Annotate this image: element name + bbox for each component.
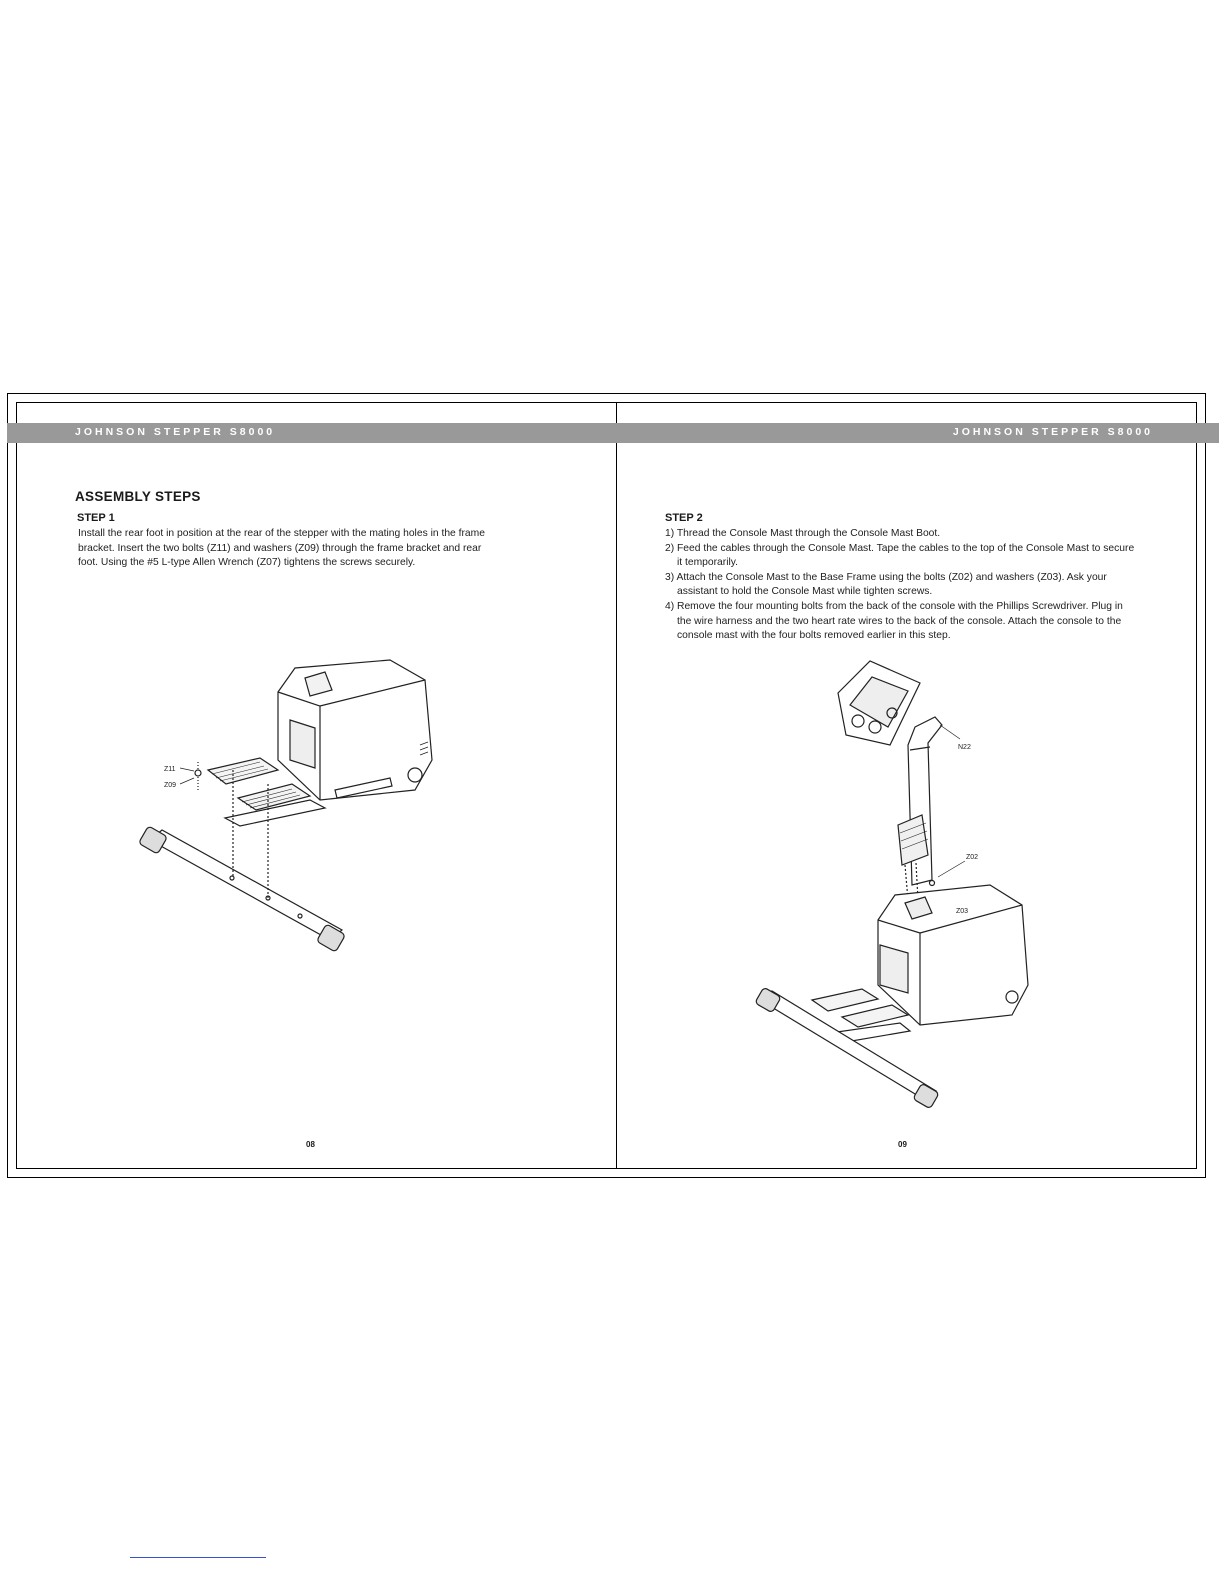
- callout-z02: Z02: [966, 854, 979, 861]
- callout-n22: N22: [958, 744, 971, 751]
- step-2-item: 4) Remove the four mounting bolts from the back of the console with the Phillips Screwdriver. Plug in the wire harness and the two heart rate wires to the back of the console. Attach the console to the console mast with the four bolts removed earlier in this step.: [665, 600, 1123, 642]
- callout-z03: Z03: [956, 908, 969, 915]
- step-1-line: Install the rear foot in position at the rear of the stepper with the mating holes in the frame: [78, 528, 485, 539]
- page-divider: [616, 403, 617, 1168]
- page-heading: ASSEMBLY STEPS: [75, 489, 201, 504]
- step-1-line: bracket. Insert the two bolts (Z11) and washers (Z09) through the frame bracket and rear: [78, 542, 482, 554]
- step-2-diagram: [750, 655, 1040, 1125]
- step-2-item: 2) Feed the cables through the Console Mast. Tape the cables to the top of the Console Mast to secure it temporarily.: [665, 542, 1135, 569]
- step-1-text: [78, 527, 558, 571]
- link-underline: [130, 1557, 266, 1558]
- step-2-item: 1) Thread the Console Mast through the Console Mast Boot.: [665, 528, 941, 539]
- step-1-diagram: [120, 650, 460, 970]
- right-header-title: JOHNSON STEPPER S8000: [952, 426, 1153, 438]
- page-number-left: 08: [306, 1140, 315, 1149]
- step-2-item: 3) Attach the Console Mast to the Base Frame using the bolts (Z02) and washers (Z03). Ask your assistant to hold the Console Mast while tighten screws.: [665, 571, 1107, 598]
- left-header-title: JOHNSON STEPPER S8000: [75, 426, 276, 438]
- page-number-right: 09: [898, 1140, 907, 1149]
- callout-z09: Z09: [164, 782, 177, 789]
- step-2-title: STEP 2: [665, 512, 703, 524]
- step-1-line: foot. Using the #5 L-type Allen Wrench (Z07) tightens the screws securely.: [78, 557, 416, 569]
- step-2-text: [665, 527, 1137, 644]
- header-band: [7, 423, 1219, 443]
- callout-z11: Z11: [164, 766, 176, 773]
- step-1-title: STEP 1: [77, 512, 115, 524]
